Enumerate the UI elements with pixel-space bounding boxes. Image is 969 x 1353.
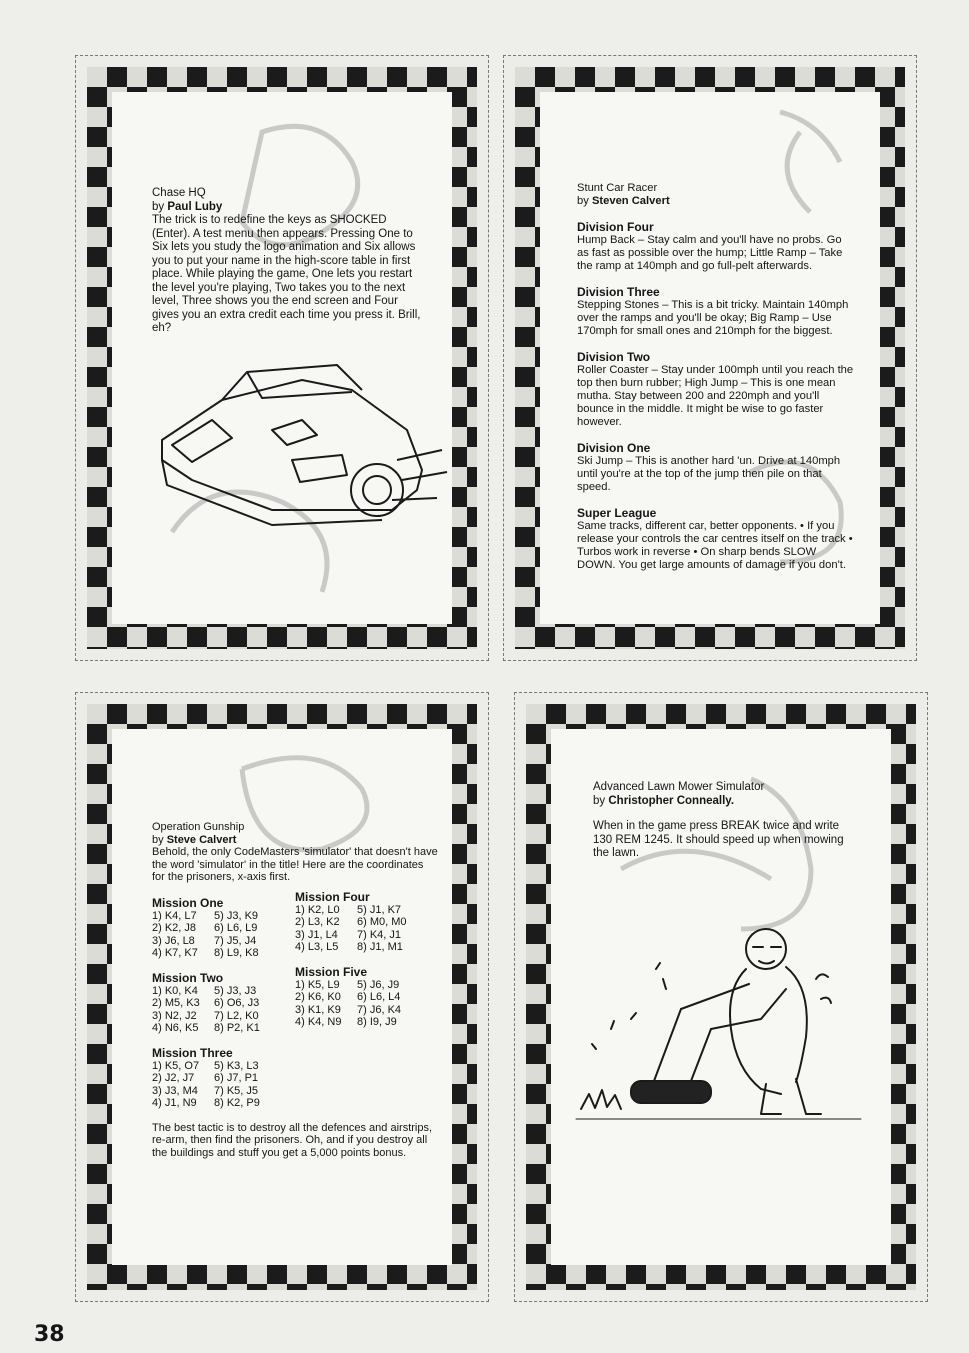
section-text: Ski Jump – This is another hard 'un. Drive at 140mph until you're at the top of the jump then pile on that speed.	[577, 455, 841, 493]
card-content	[112, 92, 452, 624]
page-number: 38	[34, 1322, 65, 1347]
author: Paul Luby	[167, 200, 223, 213]
mission-title: Mission One	[152, 895, 224, 910]
article-intro: Behold, the only CodeMasters 'simulator' that doesn't have the word 'simulator' in the title! Here are the coordinates for the prisoners, x-axis first.	[152, 846, 438, 884]
section-heading: Division One	[577, 441, 651, 455]
card-content	[112, 729, 452, 1265]
mission-one	[152, 897, 295, 960]
missions-right-column	[295, 891, 438, 1122]
article-outro: The best tactic is to destroy all the defences and airstrips, re-arm, then find the prisoners. Oh, and if you destroy all the buildings and stuff you get a 5,000 points bonus.	[152, 1121, 433, 1160]
byline: by Steven Calvert	[577, 195, 670, 207]
mission-four	[295, 891, 438, 954]
card-lawn-mower	[514, 692, 928, 1302]
byline: by Christopher Conneally.	[593, 794, 735, 807]
article-title: Stunt Car Racer	[577, 182, 658, 194]
byline: by Paul Luby	[152, 200, 223, 213]
author: Steve Calvert	[166, 833, 237, 846]
section-text: Stepping Stones – This is a bit tricky. Maintain 140mph over the ramps and you'll be okay; Big Ramp – Use 170mph for small ones and 210mph for the biggest.	[577, 299, 849, 337]
card-stunt-car-racer	[503, 55, 917, 661]
missions-left-column	[152, 897, 295, 1122]
mission-coords: 1) K4, L7 5) J3, K9 2) K2, J8 6) L6, L9 3) J6, L8 7) J5, J4 4) K7, K7 8) L9, K8	[152, 909, 259, 960]
old-man-lawn-mower-icon	[571, 909, 871, 1129]
section-text: Roller Coaster – Stay under 100mph until you reach the top then burn rubber; High Jump – This is one mean mutha. Stay between 200 and 220mph and you'll bounce in the middle. It might be wise to go faster however.	[577, 364, 854, 428]
article-title: Operation Gunship	[152, 821, 245, 833]
article-title: Advanced Lawn Mower Simulator	[593, 781, 765, 793]
article-title: Chase HQ	[152, 187, 206, 199]
section-text: Same tracks, different car, better opponents. • If you release your controls the car centres itself on the track • Turbos work in reverse • On sharp bends SLOW DOWN. You get large amounts of damage if you don't.	[577, 520, 853, 571]
card-chase-hq	[75, 55, 489, 661]
section-division-three	[577, 286, 856, 338]
author: Christopher Conneally.	[608, 794, 735, 807]
card-content	[551, 729, 891, 1265]
section-heading: Division Three	[577, 285, 660, 299]
mission-title: Mission Five	[295, 964, 368, 979]
section-division-two	[577, 351, 856, 429]
section-heading: Super League	[577, 506, 657, 520]
section-text: Hump Back – Stay calm and you'll have no probs. Go as fast as possible over the hump; Little Ramp – Take the ramp at 140mph and go full-pelt afterwards.	[577, 234, 843, 272]
sports-car-icon	[152, 360, 452, 540]
coordinates-grid	[152, 889, 438, 1122]
mission-title: Mission Three	[152, 1045, 233, 1060]
mission-two	[152, 972, 295, 1035]
mission-coords: 1) K5, O7 5) K3, L3 2) J2, J7 6) J7, P1 3) J3, M4 7) K5, J5 4) J1, N9 8) K2, P9	[152, 1059, 260, 1110]
mission-three	[152, 1047, 295, 1110]
article-body: When in the game press BREAK twice and write 130 REM 1245. It should speed up when mowing the lawn.	[593, 820, 844, 859]
card-content	[540, 92, 880, 624]
byline: by Steve Calvert	[152, 833, 237, 846]
section-heading: Division Four	[577, 220, 654, 234]
mission-title: Mission Four	[295, 889, 370, 904]
section-super-league	[577, 507, 856, 572]
section-division-four	[577, 221, 856, 273]
mission-coords: 1) K0, K4 5) J3, J3 2) M5, K3 6) O6, J3 3) N2, J2 7) L2, K0 4) N6, K5 8) P2, K1	[152, 984, 260, 1035]
mission-title: Mission Two	[152, 970, 224, 985]
section-division-one	[577, 442, 856, 494]
section-heading: Division Two	[577, 350, 651, 364]
article-body: The trick is to redefine the keys as SHOCKED (Enter). A test menu then appears. Pressing One to Six lets you study the logo animation and Six allows you to put your name in the high-score table in first place. While playing the game, One lets you restart the level you're playing, Two takes you to the next level, Three shows you the end screen and Four gives you an extra credit each time you press it. Brill, eh?	[152, 214, 421, 334]
author: Steven Calvert	[591, 195, 670, 207]
mission-coords: 1) K2, L0 5) J1, K7 2) L3, K2 6) M0, M0 3) J1, L4 7) K4, J1 4) L3, L5 8) J1, M1	[295, 903, 407, 954]
card-operation-gunship	[75, 692, 489, 1302]
mission-five	[295, 966, 438, 1029]
mission-coords: 1) K5, L9 5) J6, J9 2) K6, K0 6) L6, L4 3) K1, K9 7) J6, K4 4) K4, N9 8) I9, J9	[295, 978, 402, 1029]
